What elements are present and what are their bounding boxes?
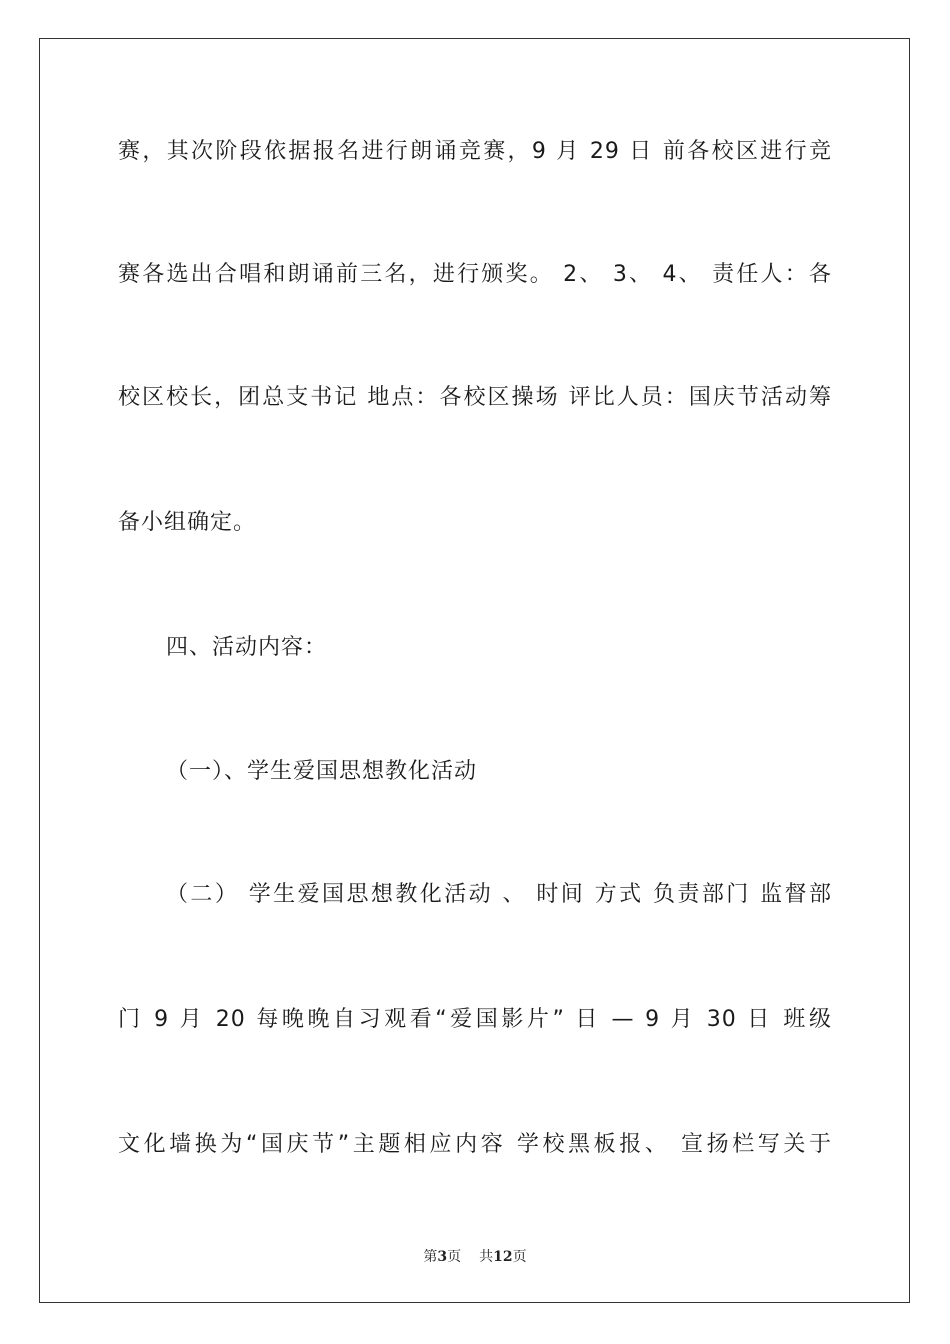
paragraph-line-8: 门 9 月 20 每晚晚自习观看“爱国影片” 日 — 9 月 30 日 班级 [118, 1007, 832, 1032]
paragraph-line-9: 文化墙换为“国庆节”主题相应内容 学校黑板报、 宣扬栏写关于 [118, 1132, 832, 1157]
current-page-number: 3 [437, 1249, 448, 1265]
page-border [39, 38, 910, 1303]
page-suffix: 页 [447, 1249, 462, 1265]
total-prefix: 共 [479, 1249, 494, 1265]
paragraph-line-4: 备小组确定。 [118, 510, 257, 535]
page-prefix: 第 [423, 1249, 438, 1265]
paragraph-line-1: 赛，其次阶段依据报名进行朗诵竞赛，9 月 29 日 前各校区进行竞 [118, 139, 832, 164]
section-heading-activity-content: 四、活动内容： [166, 635, 328, 660]
page-footer [0, 1246, 950, 1266]
total-page-number: 12 [493, 1249, 513, 1265]
subsection-heading-2: （二） 学生爱国思想教化活动 、 时间 方式 负责部门 监督部 [166, 882, 832, 907]
subsection-heading-1: （一）、学生爱国思想教化活动 [166, 759, 478, 784]
total-suffix: 页 [512, 1249, 527, 1265]
paragraph-line-3: 校区校长，团总支书记 地点：各校区操场 评比人员：国庆节活动筹 [118, 385, 832, 410]
paragraph-line-2: 赛各选出合唱和朗诵前三名，进行颁奖。 2、 3、 4、 责任人：各 [118, 262, 832, 287]
